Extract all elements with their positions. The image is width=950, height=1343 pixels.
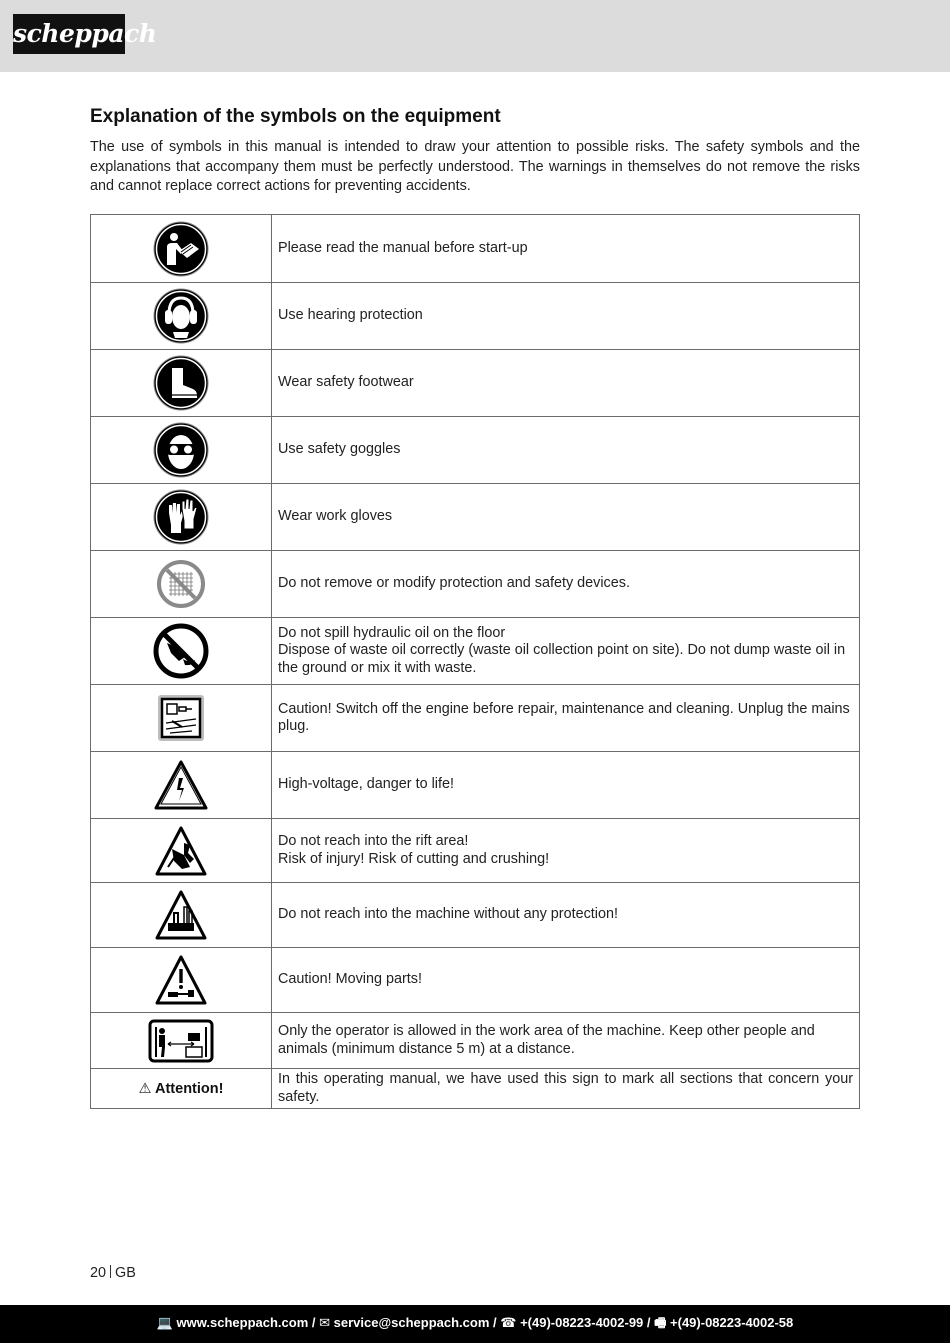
read-manual-icon: [153, 221, 209, 277]
no-oil-spill-icon: [153, 623, 209, 679]
scheppach-logo: scheppach: [13, 14, 125, 54]
work-gloves-icon: [153, 489, 209, 545]
table-row: [91, 618, 860, 685]
footer-phone: +(49)-08223-4002-99: [520, 1315, 644, 1330]
row-text: Caution! Switch off the engine before repair, maintenance and cleaning. Unplug the mains plug.: [278, 700, 850, 734]
row-text: Only the operator is allowed in the work area of the machine. Keep other people and animals (minimum distance 5 m) at a distance.: [278, 1023, 815, 1057]
unplug-before-maintenance-icon: [156, 693, 206, 743]
phone-icon: ☎: [500, 1315, 521, 1330]
row-text: In this operating manual, we have used this sign to mark all sections that concern your safety.: [278, 1071, 853, 1105]
moving-parts-warning-icon: [154, 954, 208, 1006]
table-row: [91, 1013, 860, 1069]
footer-email[interactable]: service@scheppach.com: [333, 1315, 490, 1330]
row-text: Wear safety footwear: [278, 374, 414, 391]
row-text: High-voltage, danger to life!: [278, 776, 454, 793]
fax-icon: 🖷: [654, 1315, 671, 1330]
row-text: Caution! Moving parts!: [278, 971, 422, 988]
email-icon: ✉: [319, 1315, 334, 1330]
row-text: Dispose of waste oil correctly (waste oil collection point on site). Do not dump waste oil in the ground or mix it with waste.: [278, 642, 846, 676]
table-row: [91, 417, 860, 484]
table-row: [91, 752, 860, 819]
row-text: Do not reach into the machine without any protection!: [278, 906, 618, 923]
intro-paragraph: The use of symbols in this manual is intended to draw your attention to possible risks. The safety symbols and the explanations that accompany them must be perfectly understood. The warnings in themselves do not remove the risks and cannot replace correct actions for preventing accidents.: [90, 139, 860, 194]
row-text: Risk of injury! Risk of cutting and crushing!: [278, 850, 550, 867]
row-text: Use safety goggles: [278, 441, 401, 458]
table-row: [91, 819, 860, 883]
table-row: [91, 484, 860, 551]
safety-goggles-icon: [153, 422, 209, 478]
page-number-value: 20: [90, 1265, 107, 1281]
operator-only-area-icon: [148, 1019, 214, 1063]
row-text: Do not reach into the rift area!: [278, 833, 469, 849]
computer-icon: 💻: [156, 1315, 177, 1330]
row-text: Wear work gloves: [278, 508, 393, 525]
no-remove-guard-icon: [156, 559, 206, 609]
page-number: [90, 1265, 136, 1281]
high-voltage-warning-icon: [153, 759, 209, 811]
table-row: [91, 1069, 860, 1109]
footer-bar: 💻 www.scheppach.com / ✉ service@scheppach.com / ☎ +(49)-08223-4002-99 / 🖷 +(49)-08223-4002-58: [0, 1305, 950, 1343]
footer-fax: +(49)-08223-4002-58: [670, 1315, 794, 1330]
table-row: [91, 685, 860, 752]
table-row: [91, 215, 860, 283]
crushing-hazard-warning-icon: [154, 825, 208, 877]
symbols-table: [90, 214, 860, 1109]
attention-label: ⚠ Attention!: [138, 1080, 224, 1097]
page-language: GB: [115, 1265, 136, 1281]
page-title: Explanation of the symbols on the equipment: [90, 106, 501, 127]
table-row: [91, 883, 860, 948]
row-text: Use hearing protection: [278, 307, 423, 324]
header-bar: [0, 0, 950, 72]
row-text: Do not remove or modify protection and safety devices.: [278, 575, 630, 592]
table-row: [91, 551, 860, 618]
row-text: Please read the manual before start-up: [278, 239, 528, 256]
row-text: Do not spill hydraulic oil on the floor: [278, 624, 506, 641]
safety-footwear-icon: [153, 355, 209, 411]
page-divider: [110, 1265, 111, 1278]
footer-website[interactable]: www.scheppach.com: [176, 1315, 309, 1330]
hand-injury-warning-icon: [154, 889, 208, 941]
table-row: [91, 350, 860, 417]
table-row: [91, 283, 860, 350]
table-row: [91, 948, 860, 1013]
hearing-protection-icon: [153, 288, 209, 344]
